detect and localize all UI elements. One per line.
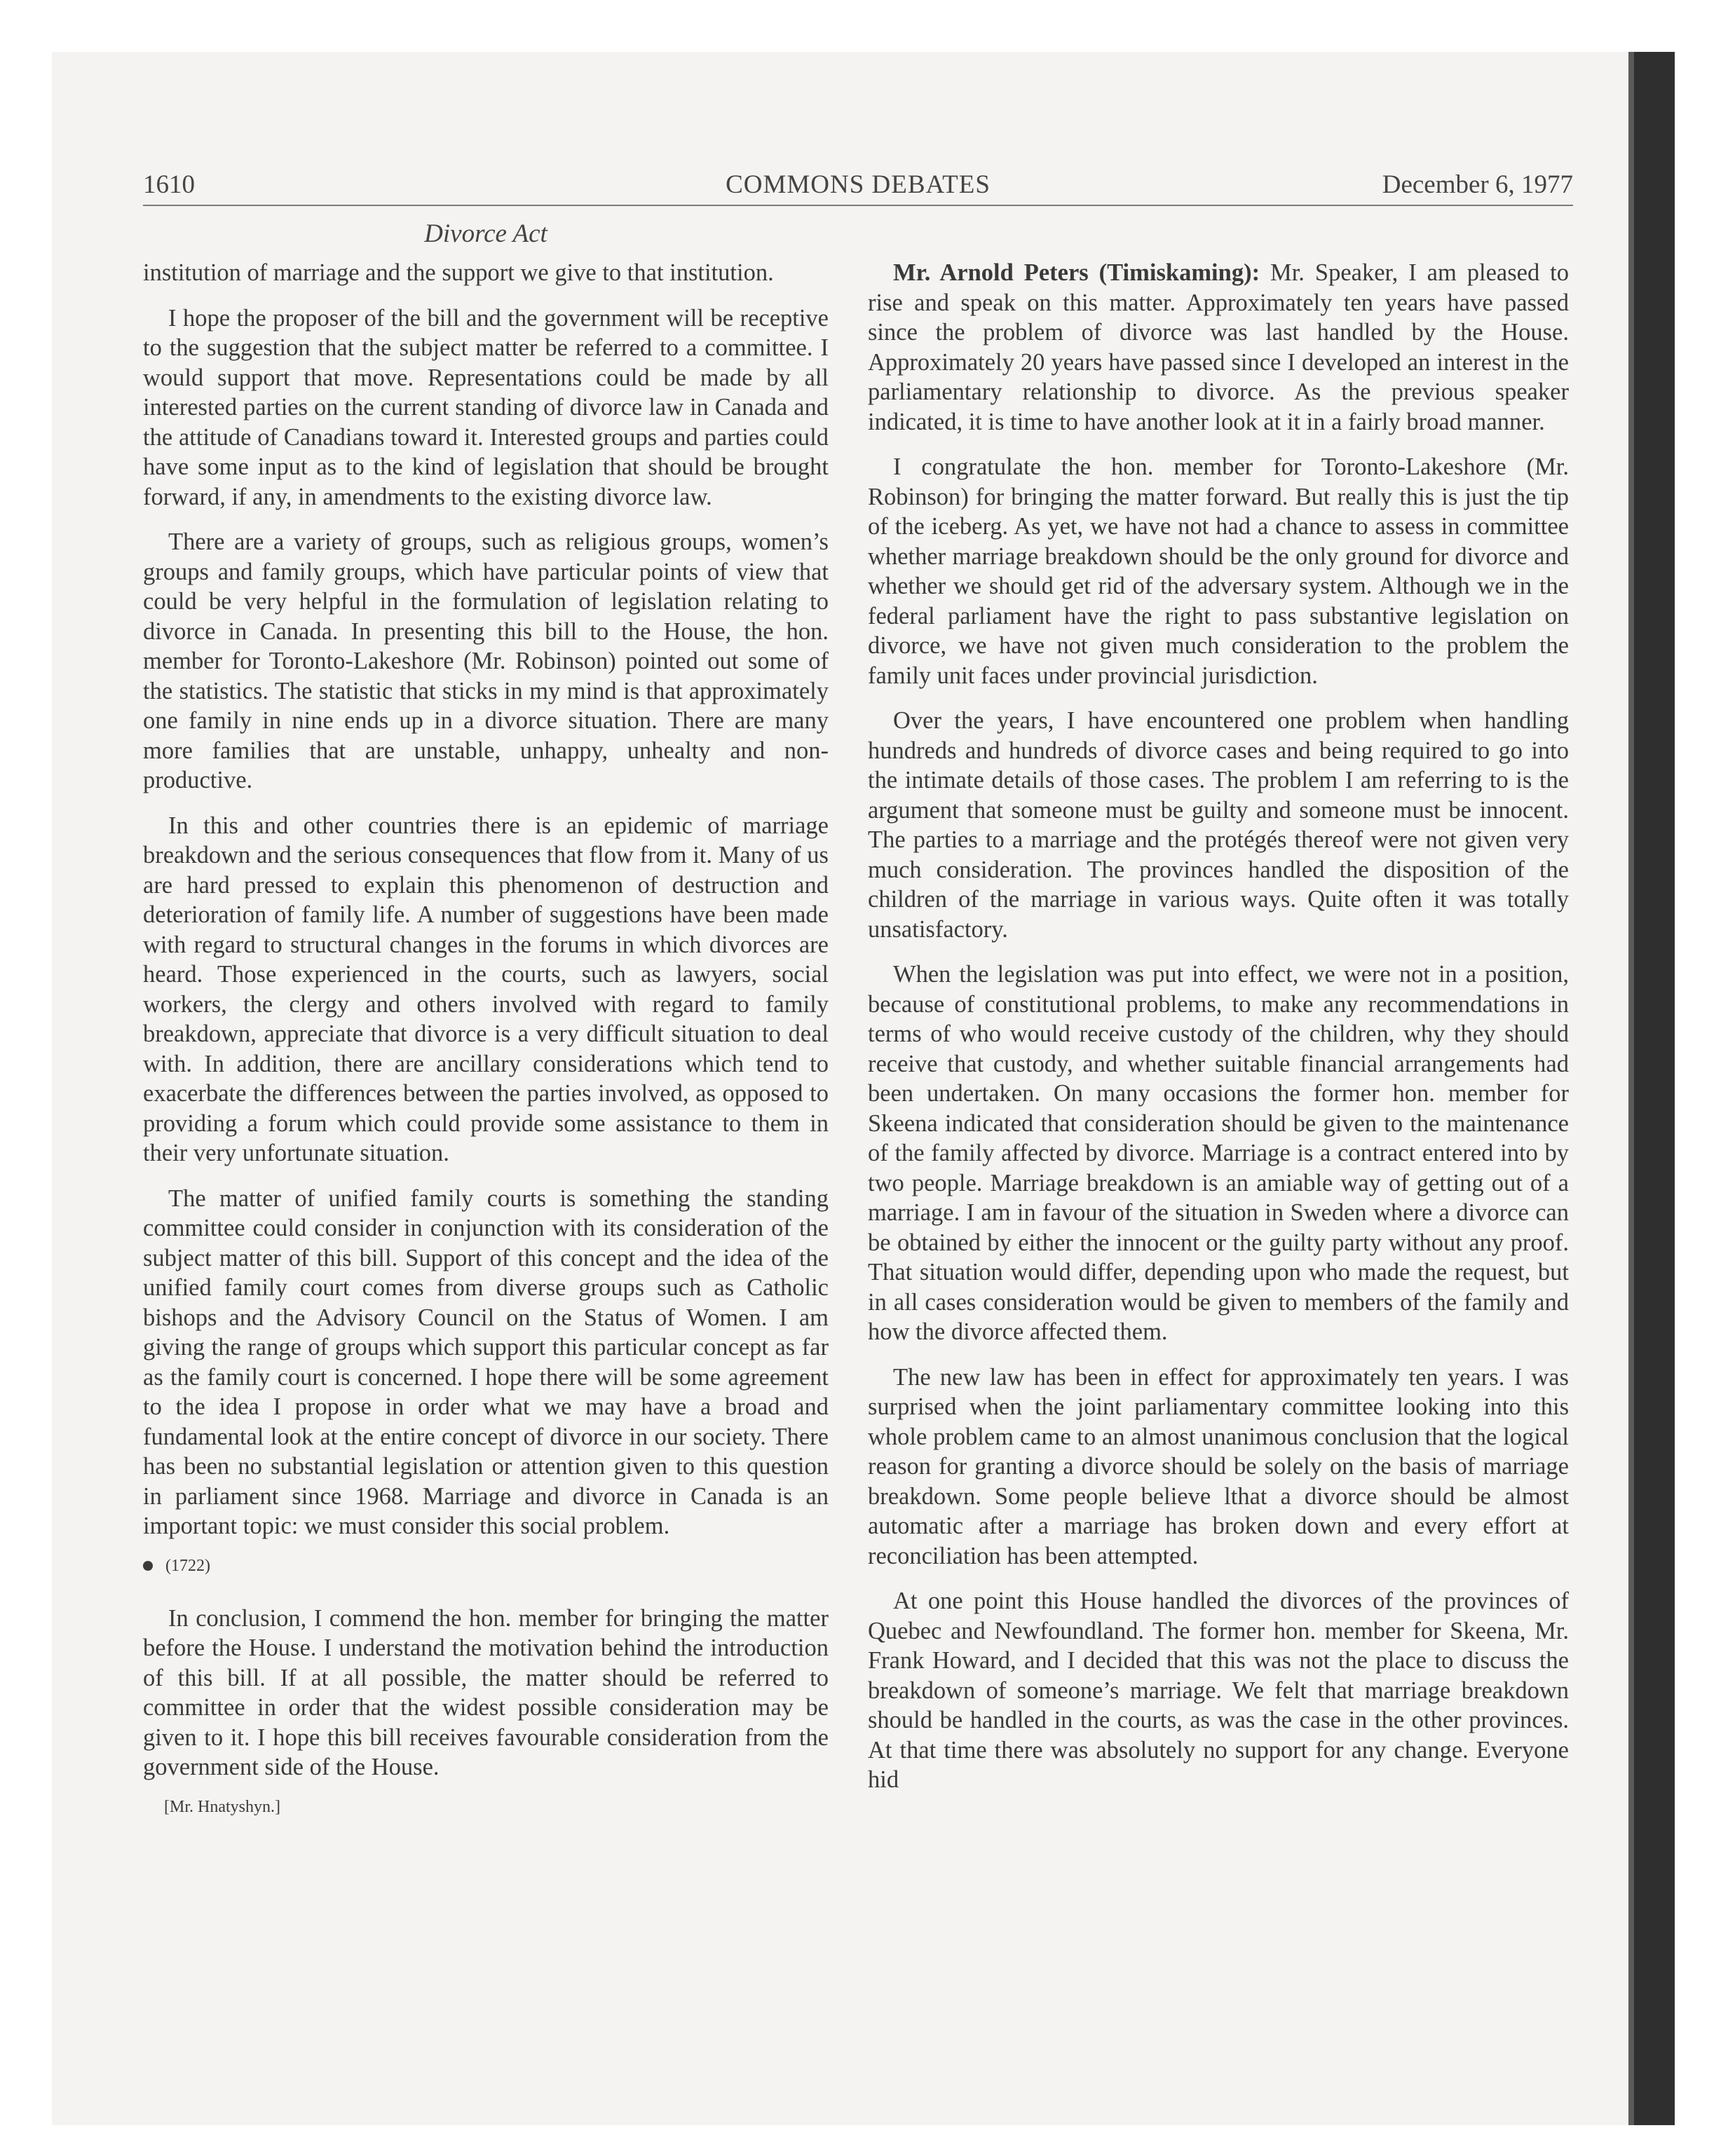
header-date: December 6, 1977: [1382, 170, 1573, 199]
paragraph: The matter of unified family courts is something the standing committee could consider in conjunction with its consideration of the subject matter of this bill. Support of this concept and the idea of the unified family court comes from diverse groups such as Catholic bishops and the Advisory Council on the Status of Women. I am giving the range of groups which support this particular concept as far as the family court is concerned. I hope there will be some agreement to the idea I propose in order what we may have a broad and fundamental look at the entire concept of divorce in our society. There has been no substantial legislation or attention given to this question in parliament since 1968. Marriage and divorce in Canada is an important topic: we must consider this social problem.: [143, 1185, 829, 1539]
time-marker-label: (1722): [165, 1556, 210, 1575]
paragraph: In this and other countries there is an epidemic of marriage breakdown and the serious consequences that flow from it. Many of us are hard pressed to explain this phenomenon of destruction and deterioration of family life. A number of suggestions have been made with regard to structural changes in the forums in which divorces are heard. Those experienced in the courts, such as lawyers, social workers, the clergy and others involved with regard to family breakdown, appreciate that divorce is a very difficult situation to deal with. In addition, there are ancillary considerations which tend to exacerbate the differences between the parties involved, as opposed to providing a forum which could provide some assistance to them in their very unfortunate situation.: [143, 812, 829, 1166]
scan-edge-shadow: [1628, 52, 1675, 2125]
speech-text: Mr. Speaker, I am pleased to rise and speak on this matter. Approximately ten years have passed since the problem of divorce was last handled by the House. Approximately 20 years have passed since I developed an interest in the parliamentary relationship to divorce. As the previous speaker indicated, it is time to have another look at it in a fairly broad manner.: [868, 259, 1569, 435]
left-column: [143, 258, 829, 1817]
paragraph: I congratulate the hon. member for Toronto-Lakeshore (Mr. Robinson) for bringing the matter forward. But really this is just the tip of the iceberg. As yet, we have not had a chance to assess in committee whether marriage breakdown should be the only ground for divorce and whether we should get rid of the adversary system. Although we in the federal parliament have the right to pass substantive legislation on divorce, we have not given much consideration to the problem the family unit faces under provincial jurisdiction.: [868, 453, 1569, 689]
paragraph: The new law has been in effect for approximately ten years. I was surprised when the joint parliamentary committee looking into this whole problem came to an almost unanimous conclusion that the logical reason for granting a divorce should be solely on the basis of marriage breakdown. Some people believe lthat a divorce should be almost automatic after a marriage has broken down and every effort at reconciliation has been attempted.: [868, 1363, 1569, 1569]
paragraph: In conclusion, I commend the hon. member for bringing the matter before the House. I understand the motivation behind the introduction of this bill. If at all possible, the matter should be referred to committee in order that the widest possible consideration may be given to it. I hope this bill receives favourable consideration from the government side of the House.: [143, 1604, 829, 1780]
speaker-attribution: [Mr. Hnatyshyn.]: [164, 1797, 280, 1816]
paragraph: Over the years, I have encountered one problem when handling hundreds and hundreds of divorce cases and being required to go into the intimate details of those cases. The problem I am referring to is the argument that someone must be guilty and someone must be innocent. The parties to a marriage and the protégés thereof were not given very much consideration. The provinces handled the disposition of the children of the marriage in various ways. Quite often it was totally unsatisfactory.: [868, 707, 1569, 943]
speaker-name: Mr. Arnold Peters (Timiskaming):: [893, 259, 1260, 286]
running-header: [143, 163, 1573, 206]
page-number: 1610: [143, 170, 195, 199]
paragraph: There are a variety of groups, such as religious groups, women’s groups and family groups, which have particular points of view that could be very helpful in the formulation of legislation relating to divorce in Canada. In presenting this bill to the House, the hon. member for Toronto-Lakeshore (Mr. Robinson) pointed out some of the statistics. The statistic that sticks in my mind is that approximately one family in nine ends up in a divorce situation. There are many more families that are unstable, unhappy, unhealty and non-productive.: [143, 528, 829, 793]
paragraph: [868, 258, 1569, 437]
publication-title: COMMONS DEBATES: [726, 170, 991, 199]
paragraph: institution of marriage and the support we give to that institution.: [143, 259, 774, 286]
paragraph: I hope the proposer of the bill and the government will be receptive to the suggestion that the subject matter be referred to a committee. I would support that move. Representations could be made by all interested parties on the current standing of divorce law in Canada and the attitude of Canadians toward it. Interested groups and parties could have some input as to the kind of legislation that should be brought forward, if any, in amendments to the existing divorce law.: [143, 304, 829, 510]
right-column: [868, 258, 1569, 1810]
section-subhead: Divorce Act: [424, 219, 547, 248]
paragraph: At one point this House handled the divorces of the provinces of Quebec and Newfoundland. The former hon. member for Skeena, Mr. Frank Howard, and I decided that this was not the place to discuss the breakdown of someone’s marriage. We felt that marriage breakdown should be handled in the courts, as was the case in the other provinces. At that time there was absolutely no support for any change. Everyone hid: [868, 1588, 1569, 1793]
bullet-icon: [143, 1561, 153, 1571]
paragraph: When the legislation was put into effect, we were not in a position, because of constitutional problems, to make any recommendations in terms of who would receive custody of the children, why they should receive that custody, and whether suitable financial arrangements had been undertaken. On many occasions the former hon. member for Skeena indicated that consideration should be given to the maintenance of the family affected by divorce. Marriage is a contract entered into by two people. Marriage breakdown is an amiable way of getting out of a marriage. I am in favour of the situation in Sweden where a divorce can be obtained by either the innocent or the guilty party without any proof. That situation would differ, depending upon who made the request, but in all cases consideration would be given to members of the family and how the divorce affected them.: [868, 961, 1569, 1345]
time-marker: [143, 1557, 829, 1576]
